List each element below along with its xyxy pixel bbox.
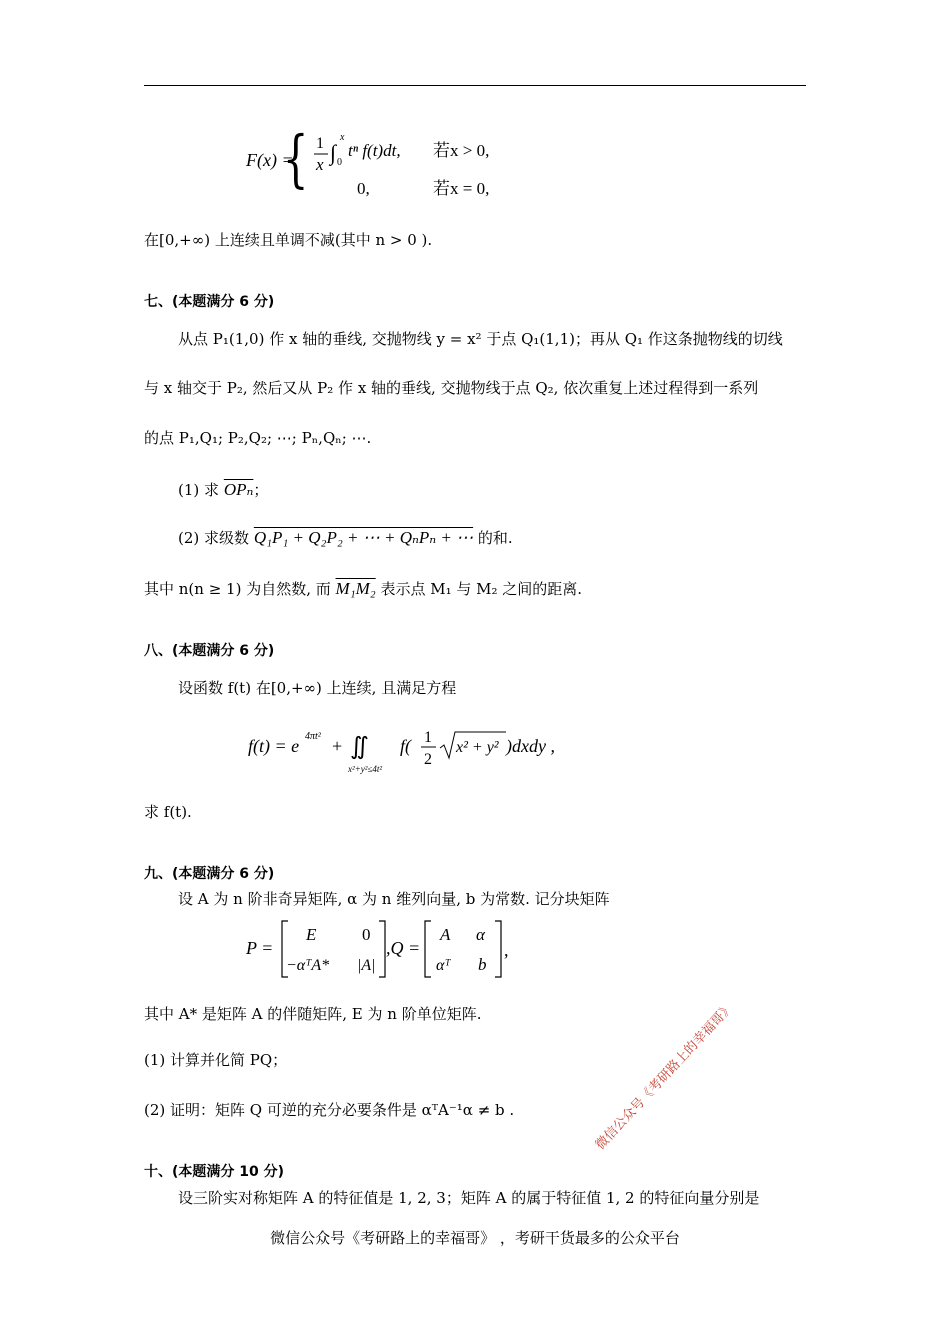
q8-eq-integral: ∬ (350, 734, 369, 760)
q8-heading: 八、(本题满分 6 分) (144, 643, 275, 659)
formula-F-cond2: 若x = 0, (433, 179, 490, 198)
q8-eq-f: f( (400, 736, 411, 756)
q8-equation (244, 722, 574, 780)
q8-eq-half-num: 1 (424, 729, 432, 746)
q7-item2-text: 求级数 (204, 529, 250, 547)
header-rule (144, 85, 806, 86)
q9-P-22: |A| (357, 957, 376, 974)
q9-Q-left-bracket (425, 921, 431, 977)
q8-eq-region: x²+y²≤4t² (348, 764, 383, 774)
q10-intro: 设三阶实对称矩阵 A 的特征值是 1, 2, 3；矩阵 A 的属于特征值 1, 2 的特征向量分别是 (178, 1189, 760, 1207)
q7-para2: 与 x 轴交于 P₂, 然后又从 P₂ 作 x 轴的垂线, 交抛物线于点 Q₂, 依次重复上述过程得到一系列 (144, 379, 759, 397)
q9-P-right-bracket (379, 921, 385, 977)
formula-F-one: 1 (316, 135, 324, 152)
q9-P-11: E (306, 925, 317, 944)
q9-trail: , (504, 940, 509, 960)
q8-intro: 设函数 f(t) 在[0,+∞) 上连续, 且满足方程 (178, 679, 457, 697)
q7-item2-num: (2) (178, 529, 200, 547)
q8-ask: 求 f(t). (144, 803, 192, 821)
q9-item1: (1) 计算并化简 PQ； (144, 1051, 288, 1069)
q8-eq-half-den: 2 (424, 751, 432, 768)
q7-note (144, 579, 582, 599)
q7-note-a: 其中 n(n ≥ 1) 为自然数, 而 (144, 580, 331, 598)
formula-F-lhs: F(x) = (246, 150, 294, 170)
q7-item2-end: 的和. (477, 529, 513, 547)
q9-P-label: P = (246, 938, 274, 958)
footer: 微信公众号《考研路上的幸福哥》 ，考研干货最多的公众平台 (270, 1229, 680, 1247)
q9-P-12: 0 (362, 925, 371, 944)
q8-eq-plus: + (332, 736, 343, 756)
q9-heading: 九、(本题满分 6 分) (144, 866, 275, 882)
continuity-line: 在[0,+∞) 上连续且单调不减(其中 n > 0 ). (144, 231, 433, 249)
formula-F-cond1: 若x > 0, (433, 141, 490, 160)
q7-note-math: M₁M₂ (335, 579, 376, 598)
q9-P-21: −αᵀA* (286, 957, 330, 974)
q8-eq-tail: )dxdy , (506, 736, 555, 756)
q9-Q-12: α (476, 925, 485, 944)
q8-eq-left: f(t) = e (248, 736, 300, 756)
q7-item2-math: Q₁P₁ + Q₂P₂ + ⋯ + QₙPₙ + ⋯ (253, 528, 474, 547)
q9-Q-22: b (478, 955, 487, 974)
q7-para1: 从点 P₁(1,0) 作 x 轴的垂线, 交抛物线 y = x² 于点 Q₁(1,1)；再从 Q₁ 作这条抛物线的切线 (178, 330, 783, 348)
q9-Q-right-bracket (495, 921, 501, 977)
q7-heading: 七、(本题满分 6 分) (144, 294, 275, 310)
q8-eq-exp: 4πt² (305, 731, 321, 742)
q7-item1-math: $\overline{OP_n}$ (223, 480, 254, 499)
formula-F-int: ∫ (330, 140, 337, 165)
q7-item1-text: 求 (204, 481, 220, 499)
q8-eq-sqrt: x² + y² (456, 739, 499, 756)
q7-note-b: 表示点 M₁ 与 M₂ 之间的距离. (380, 580, 583, 598)
formula-F-zero: 0, (357, 179, 370, 198)
formula-F-x: x (316, 155, 324, 174)
q7-item1-num: (1) (178, 481, 200, 499)
formula-F-lower: 0 (337, 157, 342, 168)
formula-F-upper: x (340, 132, 345, 143)
q9-note: 其中 A* 是矩阵 A 的伴随矩阵, E 为 n 阶单位矩阵. (144, 1005, 482, 1023)
formula-F (240, 128, 520, 208)
q7-para3: 的点 P₁,Q₁; P₂,Q₂; ⋯; Pₙ,Qₙ; ⋯. (144, 429, 372, 447)
formula-F-body: tⁿ f(t)dt, (348, 141, 401, 160)
q7-item1 (178, 480, 268, 500)
q9-matrices (244, 916, 524, 982)
q9-Q-21: αᵀ (436, 957, 451, 974)
watermark: 微信公众号《考研路上的幸福哥》 (592, 1000, 737, 1153)
q9-Q-11: A (440, 925, 451, 944)
formula-F-brace: { (282, 128, 309, 196)
q9-item2: (2) 证明：矩阵 Q 可逆的充分必要条件是 αᵀA⁻¹α ≠ b . (144, 1101, 515, 1119)
q10-heading: 十、(本题满分 10 分) (144, 1164, 285, 1180)
q9-Q-label: ,Q = (386, 938, 421, 958)
q9-intro: 设 A 为 n 阶非奇异矩阵, α 为 n 维列向量, b 为常数. 记分块矩阵 (178, 890, 610, 908)
q7-item1-end: ； (253, 481, 269, 499)
q7-item2 (178, 528, 513, 548)
